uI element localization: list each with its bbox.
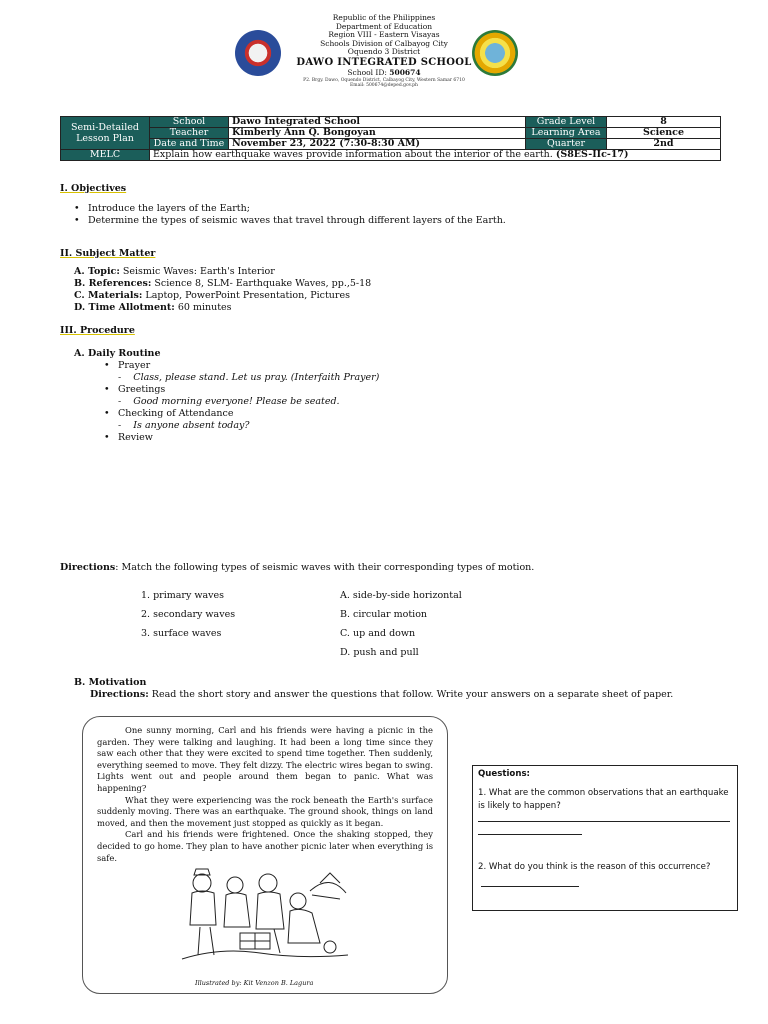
answer-line-1b[interactable] <box>478 822 582 835</box>
matching-left-item: 1. primary waves <box>141 590 225 601</box>
matching-right-item: B. circular motion <box>340 609 428 620</box>
daily-routine-heading: A. Daily Routine <box>74 348 161 359</box>
questions-heading: Questions: <box>478 769 530 779</box>
motivation-directions: Directions: Read the short story and answer the questions that follow. Write your answers on a separate sheet of paper. <box>90 689 674 700</box>
teacher-label: Teacher <box>150 128 229 139</box>
date-value: November 23, 2022 (7:30-8:30 AM) <box>229 139 526 150</box>
story-box <box>82 716 448 994</box>
time-allotment-line: D. Time Allotment: 60 minutes <box>74 302 232 313</box>
objective-item: • Introduce the layers of the Earth; <box>88 203 506 215</box>
objectives-heading: I. Objectives <box>60 183 127 194</box>
letterhead <box>0 14 768 88</box>
subject-matter-list <box>74 266 371 314</box>
prayer-sub: - Class, please stand. Let us pray. (Interfaith Prayer) <box>118 372 380 383</box>
objective-item: • Determine the types of seismic waves that travel through different layers of the Earth. <box>88 215 506 227</box>
matching-right-column <box>340 586 462 662</box>
division-line: Schools Division of Calbayog City <box>320 38 448 48</box>
topic-line: A. Topic: Seismic Waves: Earth's Interior <box>74 266 275 277</box>
republic-line: Republic of the Philippines <box>332 13 436 22</box>
department-line: Department of Education <box>335 21 433 31</box>
melc-label: MELC <box>61 150 150 161</box>
matching-left-column <box>141 586 235 643</box>
question-2: 2. What do you think is the reason of this occurrence? <box>478 861 730 887</box>
procedure-heading: III. Procedure <box>60 325 135 336</box>
illustrator-credit: Illustrated by: Kit Venzon B. Lagura <box>195 979 314 987</box>
school-name: DAWO INTEGRATED SCHOOL <box>296 56 472 68</box>
matching-left-item: 2. secondary waves <box>141 609 236 620</box>
answer-line-1a[interactable] <box>478 813 730 822</box>
story-paragraph: One sunny morning, Carl and his friends were having a picnic in the garden. They were talking and laughing. It had been a long time since they saw each other that they were excited to spend time together. Then suddenly, everything seemed to move. They felt dizzy. The electric wires began to swing. Lights went out and people around them began to panic. What was happening? <box>97 725 433 793</box>
greetings-item: • Greetings <box>118 384 379 396</box>
matching-right-item: A. side-by-side horizontal <box>340 590 462 601</box>
attendance-item: • Checking of Attendance <box>118 408 379 420</box>
plan-type-cell: Semi-Detailed Lesson Plan <box>61 117 150 150</box>
school-value: Dawo Integrated School <box>229 117 526 128</box>
prayer-item: • Prayer <box>118 360 379 372</box>
daily-routine-list <box>118 360 379 444</box>
school-email: Email: 500674@deped.gov.ph <box>350 82 418 88</box>
materials-line: C. Materials: Laptop, PowerPoint Presentation, Pictures <box>74 290 350 301</box>
questions-box <box>472 765 738 911</box>
district-line: Oquendo 3 District <box>347 47 421 57</box>
school-address: P2. Brgy. Dawo, Oquendo District, Calbayog City, Western Samar 6710 <box>303 77 465 83</box>
matching-right-item: C. up and down <box>340 628 416 639</box>
date-label: Date and Time <box>150 139 229 150</box>
question-1: 1. What are the common observations that an earthquake is likely to happen? <box>478 788 729 811</box>
answer-line-2[interactable] <box>481 877 579 887</box>
matching-left-item: 3. surface waves <box>141 628 222 639</box>
school-id: School ID: 500674 <box>347 67 421 77</box>
teacher-value: Kimberly Ann Q. Bongoyan <box>229 128 526 139</box>
greetings-sub: - Good morning everyone! Please be seated. <box>118 396 340 407</box>
learning-area-value: Science <box>607 128 721 139</box>
review-item: • Review <box>118 432 379 444</box>
matching-right-item: D. push and pull <box>340 647 419 658</box>
matching-directions: Directions: Match the following types of seismic waves with their corresponding types of motion. <box>60 562 535 573</box>
subject-matter-heading: II. Subject Matter <box>60 248 156 259</box>
school-label: School <box>150 117 229 128</box>
grade-label: Grade Level <box>526 117 607 128</box>
objectives-list <box>88 203 506 227</box>
quarter-value: 2nd <box>607 139 721 150</box>
picnic-earthquake-illustration <box>180 863 350 967</box>
region-line: Region VIII - Eastern Visayas <box>328 30 440 40</box>
lesson-info-table <box>60 116 721 161</box>
attendance-sub: - Is anyone absent today? <box>118 420 250 431</box>
story-paragraph: Carl and his friends were frightened. Once the shaking stopped, they decided to go home. They plan to have another picnic later when everything is safe. <box>97 829 433 863</box>
references-line: B. References: Science 8, SLM- Earthquake Waves, pp.,5-18 <box>74 278 372 289</box>
melc-value: Explain how earthquake waves provide information about the interior of the earth. (S8ES-IIc-17) <box>150 150 721 161</box>
learning-area-label: Learning Area <box>526 128 607 139</box>
motivation-heading: B. Motivation <box>74 677 147 688</box>
quarter-label: Quarter <box>526 139 607 150</box>
grade-value: 8 <box>607 117 721 128</box>
story-paragraph: What they were experiencing was the rock beneath the Earth's surface suddenly moving. There was an earthquake. The ground shook, things on land moved, and then the movement just stopped as quickly as it began. <box>97 794 433 828</box>
